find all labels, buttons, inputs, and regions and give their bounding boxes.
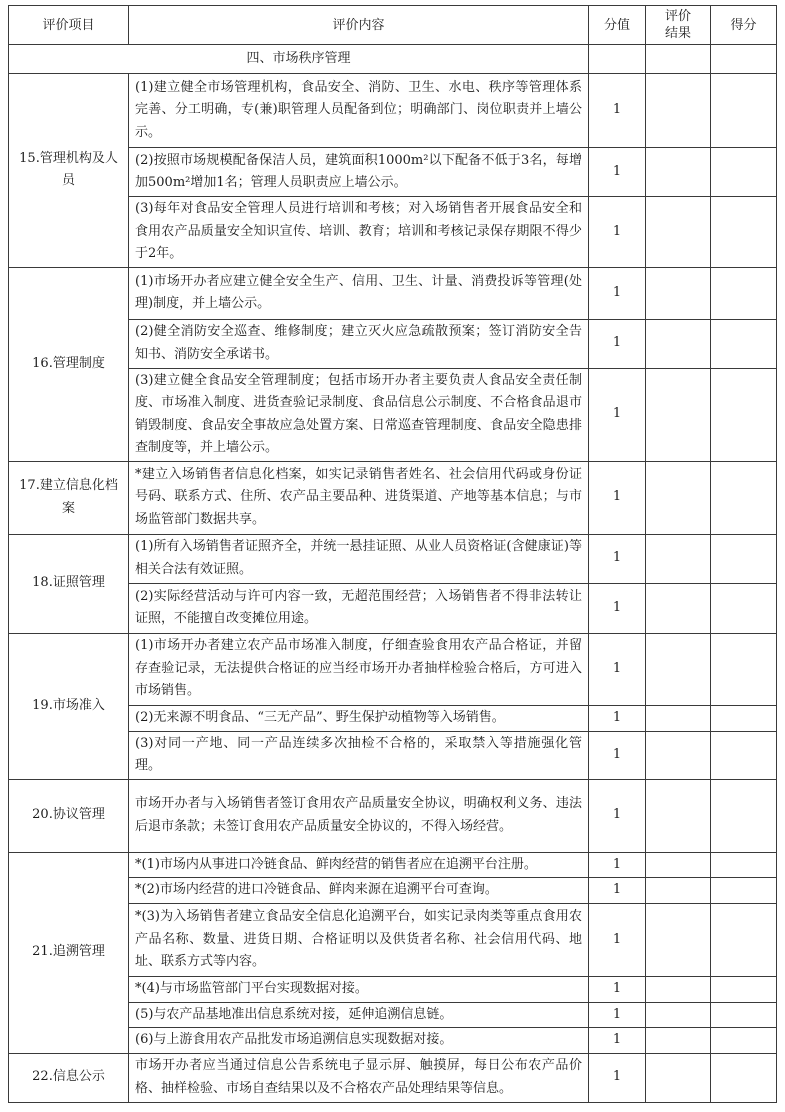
earned-cell <box>711 1028 777 1054</box>
content-cell: (1)所有入场销售者证照齐全，并统一悬挂证照、从业人员资格证(含健康证)等相关合法有效证照。 <box>129 534 589 583</box>
result-cell <box>646 319 711 368</box>
result-cell <box>646 583 711 633</box>
score-cell: 1 <box>589 904 646 977</box>
score-cell: 1 <box>589 368 646 461</box>
earned-cell <box>711 148 777 197</box>
score-cell: 1 <box>589 267 646 319</box>
item-name-cell: 18.证照管理 <box>9 534 129 633</box>
result-cell <box>646 878 711 904</box>
result-cell <box>646 705 711 731</box>
score-cell: 1 <box>589 534 646 583</box>
header-row <box>9 6 777 45</box>
result-cell <box>646 74 711 148</box>
earned-cell <box>711 74 777 148</box>
content-cell: *(3)为入场销售者建立食品安全信息化追溯平台，如实记录肉类等重点食用农产品名称、数量、进货日期、合格证明以及供货者名称、社会信用代码、地址、联系方式等内容。 <box>129 904 589 977</box>
result-cell <box>646 1028 711 1054</box>
score-cell: 1 <box>589 74 646 148</box>
score-cell: 1 <box>589 583 646 633</box>
content-cell: *(2)市场内经营的进口冷链食品、鲜肉来源在追溯平台可查询。 <box>129 878 589 904</box>
score-cell: 1 <box>589 977 646 1003</box>
table-row <box>9 461 777 534</box>
earned-cell <box>711 779 777 852</box>
earned-cell <box>711 461 777 534</box>
result-cell <box>646 904 711 977</box>
content-cell: 市场开办者与入场销售者签订食用农产品质量安全协议，明确权利义务、违法后退市条款；未签订食用农产品质量安全协议的，不得入场经营。 <box>129 779 589 852</box>
header-item: 评价项目 <box>9 6 129 45</box>
earned-cell <box>711 852 777 878</box>
content-cell: *(4)与市场监管部门平台实现数据对接。 <box>129 977 589 1003</box>
earned-cell <box>711 1053 777 1102</box>
score-cell: 1 <box>589 1053 646 1102</box>
content-cell: *建立入场销售者信息化档案，如实记录销售者姓名、社会信用代码或身份证号码、联系方式、住所、农产品主要品种、进货渠道、产地等基本信息；与市场监管部门数据共享。 <box>129 461 589 534</box>
score-cell: 1 <box>589 1002 646 1028</box>
earned-cell <box>711 197 777 268</box>
content-cell: (2)实际经营活动与许可内容一致，无超范围经营；入场销售者不得非法转让证照，不能擅自改变摊位用途。 <box>129 583 589 633</box>
section-earned-cell <box>711 45 777 74</box>
result-cell <box>646 267 711 319</box>
table-row <box>9 534 777 583</box>
result-cell <box>646 1053 711 1102</box>
item-name-cell: 15.管理机构及人员 <box>9 74 129 268</box>
section-result-cell <box>646 45 711 74</box>
result-cell <box>646 731 711 779</box>
table-header <box>9 6 777 45</box>
header-result-label: 评价结果 <box>664 9 691 41</box>
content-cell: (1)市场开办者建立农产品市场准入制度，仔细查验食用农产品合格证，并留存查验记录，无法提供合格证的应当经市场开办者抽样检验合格后，方可进入市场销售。 <box>129 633 589 705</box>
result-cell <box>646 197 711 268</box>
content-cell: (3)对同一产地、同一产品连续多次抽检不合格的，采取禁入等措施强化管理。 <box>129 731 589 779</box>
earned-cell <box>711 705 777 731</box>
score-cell: 1 <box>589 461 646 534</box>
header-result <box>646 6 711 45</box>
result-cell <box>646 368 711 461</box>
result-cell <box>646 852 711 878</box>
earned-cell <box>711 1002 777 1028</box>
content-cell: *(1)市场内从事进口冷链食品、鲜肉经营的销售者应在追溯平台注册。 <box>129 852 589 878</box>
earned-cell <box>711 534 777 583</box>
header-earned: 得分 <box>711 6 777 45</box>
table-row <box>9 852 777 878</box>
item-name-cell: 22.信息公示 <box>9 1053 129 1102</box>
earned-cell <box>711 267 777 319</box>
section-title: 四、市场秩序管理 <box>9 45 589 74</box>
content-cell: (2)无来源不明食品、“三无产品”、野生保护动植物等入场销售。 <box>129 705 589 731</box>
earned-cell <box>711 731 777 779</box>
score-cell: 1 <box>589 705 646 731</box>
item-name-cell: 20.协议管理 <box>9 779 129 852</box>
earned-cell <box>711 319 777 368</box>
earned-cell <box>711 633 777 705</box>
earned-cell <box>711 904 777 977</box>
earned-cell <box>711 878 777 904</box>
result-cell <box>646 461 711 534</box>
earned-cell <box>711 583 777 633</box>
result-cell <box>646 779 711 852</box>
score-cell: 1 <box>589 633 646 705</box>
content-cell: (1)市场开办者应建立健全安全生产、信用、卫生、计量、消费投诉等管理(处理)制度，并上墙公示。 <box>129 267 589 319</box>
content-cell: (5)与农产品基地准出信息系统对接，延伸追溯信息链。 <box>129 1002 589 1028</box>
result-cell <box>646 148 711 197</box>
table-row <box>9 779 777 852</box>
score-cell: 1 <box>589 148 646 197</box>
score-cell: 1 <box>589 1028 646 1054</box>
result-cell <box>646 1002 711 1028</box>
content-cell: (2)健全消防安全巡查、维修制度；建立灭火应急疏散预案；签订消防安全告知书、消防安全承诺书。 <box>129 319 589 368</box>
content-cell: (1)建立健全市场管理机构，食品安全、消防、卫生、水电、秩序等管理体系完善、分工明确，专(兼)职管理人员配备到位；明确部门、岗位职责并上墙公示。 <box>129 74 589 148</box>
earned-cell <box>711 368 777 461</box>
item-name-cell: 19.市场准入 <box>9 633 129 779</box>
result-cell <box>646 977 711 1003</box>
header-content: 评价内容 <box>129 6 589 45</box>
content-cell: (2)按照市场规模配备保洁人员，建筑面积1000m²以下配备不低于3名，每增加500m²增加1名；管理人员职责应上墙公示。 <box>129 148 589 197</box>
content-cell: (6)与上游食用农产品批发市场追溯信息实现数据对接。 <box>129 1028 589 1054</box>
score-cell: 1 <box>589 852 646 878</box>
score-cell: 1 <box>589 878 646 904</box>
evaluation-table <box>8 5 777 1103</box>
table-body <box>9 45 777 1103</box>
score-cell: 1 <box>589 197 646 268</box>
result-cell <box>646 534 711 583</box>
table-row <box>9 267 777 319</box>
item-name-cell: 16.管理制度 <box>9 267 129 461</box>
item-name-cell: 17.建立信息化档案 <box>9 461 129 534</box>
table-row <box>9 74 777 148</box>
score-cell: 1 <box>589 731 646 779</box>
section-row <box>9 45 777 74</box>
content-cell: 市场开办者应当通过信息公告系统电子显示屏、触摸屏，每日公布农产品价格、抽样检验、市场自查结果以及不合格农产品处理结果等信息。 <box>129 1053 589 1102</box>
table-row <box>9 1053 777 1102</box>
content-cell: (3)建立健全食品安全管理制度；包括市场开办者主要负责人食品安全责任制度、市场准入制度、进货查验记录制度、食品信息公示制度、不合格食品退市销毁制度、食品安全事故应急处置方案、日常巡查管理制度、食品安全隐患排查制度等，并上墙公示。 <box>129 368 589 461</box>
score-cell: 1 <box>589 779 646 852</box>
earned-cell <box>711 977 777 1003</box>
table-row <box>9 633 777 705</box>
header-score: 分值 <box>589 6 646 45</box>
content-cell: (3)每年对食品安全管理人员进行培训和考核；对入场销售者开展食品安全和食用农产品质量安全知识宣传、培训、教育；培训和考核记录保存期限不得少于2年。 <box>129 197 589 268</box>
item-name-cell: 21.追溯管理 <box>9 852 129 1053</box>
score-cell: 1 <box>589 319 646 368</box>
result-cell <box>646 633 711 705</box>
section-score-cell <box>589 45 646 74</box>
